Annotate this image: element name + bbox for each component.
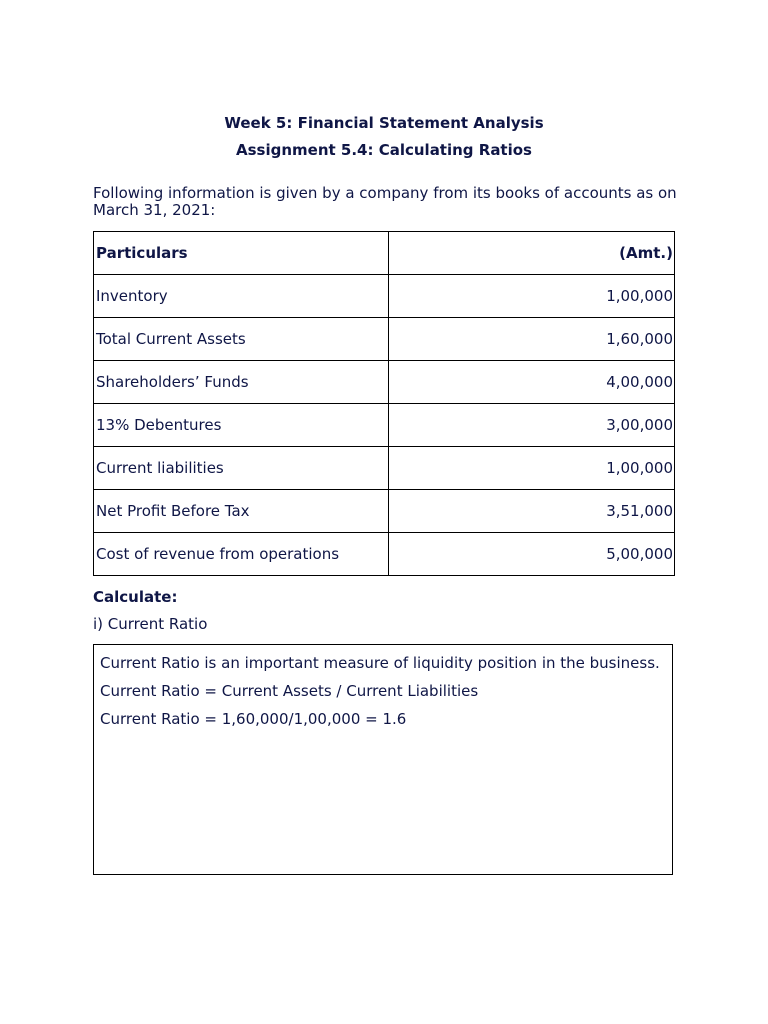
table-row (94, 533, 675, 576)
table-row (94, 404, 675, 447)
intro-text: Following information is given by a company from its books of accounts as on March 31, 2021: (93, 184, 677, 219)
row-amount: 4,00,000 (389, 361, 675, 404)
row-label: Inventory (94, 275, 389, 318)
question-current-ratio: i) Current Ratio (93, 615, 208, 633)
row-label: Cost of revenue from operations (94, 533, 389, 576)
row-label: Current liabilities (94, 447, 389, 490)
row-amount: 1,00,000 (389, 275, 675, 318)
row-amount: 3,51,000 (389, 490, 675, 533)
answer-line-result: Current Ratio = 1,60,000/1,00,000 = 1.6 (100, 710, 407, 728)
table-row (94, 490, 675, 533)
table-row (94, 275, 675, 318)
header-amount: (Amt.) (389, 232, 675, 275)
particulars-table (93, 231, 675, 576)
row-label: Total Current Assets (94, 318, 389, 361)
answer-box[interactable] (93, 644, 673, 875)
answer-line-definition: Current Ratio is an important measure of liquidity position in the business. (100, 654, 660, 672)
table-row (94, 447, 675, 490)
table-header-row (94, 232, 675, 275)
row-label: Shareholders’ Funds (94, 361, 389, 404)
page-title: Week 5: Financial Statement Analysis (224, 114, 544, 132)
calculate-heading: Calculate: (93, 588, 178, 606)
row-amount: 1,60,000 (389, 318, 675, 361)
page-subtitle: Assignment 5.4: Calculating Ratios (236, 141, 532, 159)
row-amount: 3,00,000 (389, 404, 675, 447)
row-amount: 5,00,000 (389, 533, 675, 576)
answer-line-formula: Current Ratio = Current Assets / Current Liabilities (100, 682, 479, 700)
header-particulars: Particulars (94, 232, 389, 275)
row-label: 13% Debentures (94, 404, 389, 447)
table-row (94, 361, 675, 404)
row-label: Net Profit Before Tax (94, 490, 389, 533)
row-amount: 1,00,000 (389, 447, 675, 490)
table-row (94, 318, 675, 361)
